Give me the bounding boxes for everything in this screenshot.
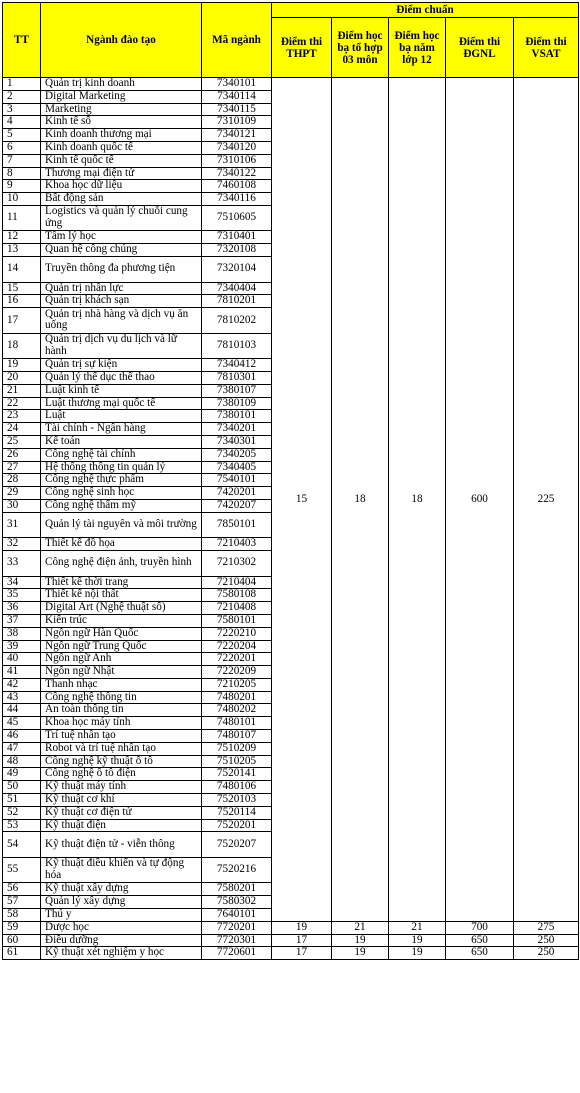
major-name: Công nghệ ô tô điện: [41, 768, 202, 781]
score-hocba-12: 19: [389, 934, 446, 947]
major-code: 7220204: [202, 640, 272, 653]
major-name: Công nghệ điện ảnh, truyền hình: [41, 551, 202, 577]
major-code: 7380101: [202, 410, 272, 423]
row-number: 36: [3, 602, 41, 615]
header-tt: TT: [3, 3, 41, 78]
major-name: Quản trị dịch vụ du lịch và lữ hành: [41, 333, 202, 359]
row-number: 23: [3, 410, 41, 423]
table-body: [3, 78, 579, 960]
score-dgnl: 650: [446, 947, 514, 960]
major-code: 7340116: [202, 193, 272, 206]
major-name: Quản lý xây dựng: [41, 896, 202, 909]
row-number: 37: [3, 614, 41, 627]
major-name: Công nghệ tài chính: [41, 448, 202, 461]
major-code: 7480106: [202, 781, 272, 794]
major-code: 7510205: [202, 755, 272, 768]
score-thpt: 17: [272, 934, 332, 947]
row-number: 34: [3, 576, 41, 589]
major-name: Luật: [41, 410, 202, 423]
major-name: Công nghệ thực phẩm: [41, 474, 202, 487]
major-name: Công nghệ thẩm mỹ: [41, 499, 202, 512]
row-number: 26: [3, 448, 41, 461]
major-code: 7340205: [202, 448, 272, 461]
major-name: An toàn thông tin: [41, 704, 202, 717]
major-code: 7520141: [202, 768, 272, 781]
row-number: 51: [3, 794, 41, 807]
major-code: 7810201: [202, 295, 272, 308]
major-name: Quản trị khách sạn: [41, 295, 202, 308]
row-number: 27: [3, 461, 41, 474]
major-name: Trí tuệ nhân tạo: [41, 730, 202, 743]
major-code: 7720201: [202, 921, 272, 934]
major-code: 7340101: [202, 78, 272, 91]
major-name: Thương mại điện tử: [41, 167, 202, 180]
major-name: Marketing: [41, 103, 202, 116]
row-number: 35: [3, 589, 41, 602]
major-code: 7480201: [202, 691, 272, 704]
major-code: 7520114: [202, 806, 272, 819]
major-name: Quản trị nhà hàng và dịch vụ ăn uống: [41, 308, 202, 334]
major-code: 7810202: [202, 308, 272, 334]
row-number: 53: [3, 819, 41, 832]
major-code: 7310109: [202, 116, 272, 129]
score-hocba-12-shared: 18: [389, 78, 446, 922]
row-number: 9: [3, 180, 41, 193]
major-code: 7340301: [202, 435, 272, 448]
row-number: 30: [3, 499, 41, 512]
row-number: 55: [3, 857, 41, 883]
major-name: Kỹ thuật cơ điện tử: [41, 806, 202, 819]
row-number: 43: [3, 691, 41, 704]
row-number: 44: [3, 704, 41, 717]
row-number: 42: [3, 678, 41, 691]
row-number: 12: [3, 231, 41, 244]
major-code: 7480107: [202, 730, 272, 743]
major-code: 7480202: [202, 704, 272, 717]
header-score-group: Điểm chuẩn: [272, 3, 579, 18]
header-major: Ngành đào tạo: [41, 3, 202, 78]
major-code: 7340115: [202, 103, 272, 116]
major-name: Thiết kế đồ họa: [41, 538, 202, 551]
header-vsat: Điểm thi VSAT: [514, 18, 579, 78]
score-hocba-3: 19: [332, 947, 389, 960]
score-hocba-3: 21: [332, 921, 389, 934]
major-name: Digital Marketing: [41, 90, 202, 103]
major-code: 7340405: [202, 461, 272, 474]
score-dgnl: 650: [446, 934, 514, 947]
row-number: 19: [3, 359, 41, 372]
row-number: 57: [3, 896, 41, 909]
major-name: Quan hệ công chúng: [41, 244, 202, 257]
row-number: 28: [3, 474, 41, 487]
major-code: 7580108: [202, 589, 272, 602]
major-name: Quản trị nhân lực: [41, 282, 202, 295]
major-name: Kinh tế số: [41, 116, 202, 129]
major-code: 7340114: [202, 90, 272, 103]
major-name: Tâm lý học: [41, 231, 202, 244]
major-name: Quản lý thể dục thể thao: [41, 371, 202, 384]
row-number: 24: [3, 423, 41, 436]
score-thpt-shared: 15: [272, 78, 332, 922]
row-number: 39: [3, 640, 41, 653]
major-name: Điều dưỡng: [41, 934, 202, 947]
major-name: Kỹ thuật máy tính: [41, 781, 202, 794]
major-name: Thanh nhạc: [41, 678, 202, 691]
major-code: 7850101: [202, 512, 272, 538]
row-number: 16: [3, 295, 41, 308]
row-number: 6: [3, 141, 41, 154]
row-number: 1: [3, 78, 41, 91]
major-code: 7810301: [202, 371, 272, 384]
row-number: 17: [3, 308, 41, 334]
row-number: 40: [3, 653, 41, 666]
major-code: 7210403: [202, 538, 272, 551]
row-number: 22: [3, 397, 41, 410]
major-code: 7540101: [202, 474, 272, 487]
major-name: Ngôn ngữ Hàn Quốc: [41, 627, 202, 640]
row-number: 48: [3, 755, 41, 768]
major-name: Khoa học dữ liệu: [41, 180, 202, 193]
major-name: Robot và trí tuệ nhân tạo: [41, 742, 202, 755]
row-number: 21: [3, 384, 41, 397]
table-row: [3, 947, 579, 960]
row-number: 5: [3, 129, 41, 142]
row-number: 59: [3, 921, 41, 934]
major-name: Luật thương mại quốc tế: [41, 397, 202, 410]
major-code: 7720301: [202, 934, 272, 947]
header-hocba-12: Điểm học bạ năm lớp 12: [389, 18, 446, 78]
major-code: 7640101: [202, 909, 272, 922]
row-number: 61: [3, 947, 41, 960]
major-name: Thiết kế nội thất: [41, 589, 202, 602]
table-row: [3, 921, 579, 934]
major-name: Quản trị sự kiện: [41, 359, 202, 372]
major-name: Kỹ thuật xây dựng: [41, 883, 202, 896]
major-name: Kỹ thuật xét nghiệm y học: [41, 947, 202, 960]
major-name: Ngôn ngữ Nhật: [41, 666, 202, 679]
major-code: 7340122: [202, 167, 272, 180]
admission-score-table: [2, 2, 579, 960]
header-dgnl: Điểm thi ĐGNL: [446, 18, 514, 78]
row-number: 11: [3, 205, 41, 231]
row-number: 8: [3, 167, 41, 180]
major-name: Bất động sản: [41, 193, 202, 206]
row-number: 56: [3, 883, 41, 896]
row-number: 54: [3, 832, 41, 858]
header-code: Mã ngành: [202, 3, 272, 78]
row-number: 13: [3, 244, 41, 257]
major-name: Khoa học máy tính: [41, 717, 202, 730]
major-name: Kỹ thuật điện tử - viễn thông: [41, 832, 202, 858]
major-code: 7210302: [202, 551, 272, 577]
major-code: 7520103: [202, 794, 272, 807]
header-hocba-3: Điểm học bạ tổ hợp 03 môn: [332, 18, 389, 78]
major-code: 7220209: [202, 666, 272, 679]
score-dgnl-shared: 600: [446, 78, 514, 922]
major-code: 7340121: [202, 129, 272, 142]
major-code: 7340404: [202, 282, 272, 295]
major-code: 7580201: [202, 883, 272, 896]
major-code: 7220201: [202, 653, 272, 666]
row-number: 32: [3, 538, 41, 551]
score-hocba-3: 19: [332, 934, 389, 947]
row-number: 7: [3, 154, 41, 167]
major-code: 7210205: [202, 678, 272, 691]
score-thpt: 17: [272, 947, 332, 960]
major-name: Ngôn ngữ Anh: [41, 653, 202, 666]
major-code: 7210408: [202, 602, 272, 615]
major-name: Kỹ thuật điều khiển và tự động hóa: [41, 857, 202, 883]
score-vsat-shared: 225: [514, 78, 579, 922]
major-code: 7580101: [202, 614, 272, 627]
major-name: Luật kinh tế: [41, 384, 202, 397]
table-row: [3, 78, 579, 91]
score-hocba-12: 21: [389, 921, 446, 934]
score-hocba-3-shared: 18: [332, 78, 389, 922]
major-code: 7320104: [202, 257, 272, 283]
score-vsat: 275: [514, 921, 579, 934]
major-code: 7340120: [202, 141, 272, 154]
major-name: Công nghệ thông tin: [41, 691, 202, 704]
major-code: 7340412: [202, 359, 272, 372]
row-number: 2: [3, 90, 41, 103]
row-number: 47: [3, 742, 41, 755]
major-name: Kỹ thuật điện: [41, 819, 202, 832]
row-number: 29: [3, 487, 41, 500]
major-name: Dược học: [41, 921, 202, 934]
major-code: 7310401: [202, 231, 272, 244]
major-code: 7340201: [202, 423, 272, 436]
major-name: Hệ thống thông tin quản lý: [41, 461, 202, 474]
row-number: 60: [3, 934, 41, 947]
row-number: 45: [3, 717, 41, 730]
row-number: 38: [3, 627, 41, 640]
row-number: 49: [3, 768, 41, 781]
row-number: 25: [3, 435, 41, 448]
row-number: 3: [3, 103, 41, 116]
major-name: Ngôn ngữ Trung Quốc: [41, 640, 202, 653]
major-code: 7580302: [202, 896, 272, 909]
major-name: Kinh doanh quốc tế: [41, 141, 202, 154]
major-code: 7210404: [202, 576, 272, 589]
header-thpt: Điểm thi THPT: [272, 18, 332, 78]
major-code: 7380109: [202, 397, 272, 410]
score-vsat: 250: [514, 934, 579, 947]
row-number: 50: [3, 781, 41, 794]
major-code: 7520201: [202, 819, 272, 832]
major-code: 7520207: [202, 832, 272, 858]
major-code: 7510209: [202, 742, 272, 755]
major-name: Kinh tế quốc tế: [41, 154, 202, 167]
score-dgnl: 700: [446, 921, 514, 934]
major-name: Công nghệ sinh học: [41, 487, 202, 500]
major-code: 7510605: [202, 205, 272, 231]
major-name: Digital Art (Nghệ thuật số): [41, 602, 202, 615]
row-number: 46: [3, 730, 41, 743]
row-number: 58: [3, 909, 41, 922]
row-number: 41: [3, 666, 41, 679]
major-name: Quản lý tài nguyên và môi trường: [41, 512, 202, 538]
row-number: 20: [3, 371, 41, 384]
major-code: 7520216: [202, 857, 272, 883]
row-number: 52: [3, 806, 41, 819]
major-code: 7320108: [202, 244, 272, 257]
major-name: Logistics và quản lý chuỗi cung ứng: [41, 205, 202, 231]
row-number: 14: [3, 257, 41, 283]
major-name: Công nghệ kỹ thuật ô tô: [41, 755, 202, 768]
major-name: Quản trị kinh doanh: [41, 78, 202, 91]
major-name: Kiến trúc: [41, 614, 202, 627]
major-name: Tài chính - Ngân hàng: [41, 423, 202, 436]
row-number: 31: [3, 512, 41, 538]
major-name: Truyền thông đa phương tiện: [41, 257, 202, 283]
major-code: 7420201: [202, 487, 272, 500]
row-number: 15: [3, 282, 41, 295]
row-number: 18: [3, 333, 41, 359]
major-code: 7480101: [202, 717, 272, 730]
table-header: [3, 3, 579, 78]
major-code: 7420207: [202, 499, 272, 512]
major-code: 7310106: [202, 154, 272, 167]
major-code: 7220210: [202, 627, 272, 640]
score-hocba-12: 19: [389, 947, 446, 960]
score-vsat: 250: [514, 947, 579, 960]
row-number: 33: [3, 551, 41, 577]
major-name: Kỹ thuật cơ khí: [41, 794, 202, 807]
major-name: Kinh doanh thương mại: [41, 129, 202, 142]
major-code: 7720601: [202, 947, 272, 960]
major-code: 7380107: [202, 384, 272, 397]
major-code: 7810103: [202, 333, 272, 359]
major-name: Thiết kế thời trang: [41, 576, 202, 589]
row-number: 4: [3, 116, 41, 129]
score-thpt: 19: [272, 921, 332, 934]
major-code: 7460108: [202, 180, 272, 193]
table-row: [3, 934, 579, 947]
major-name: Kế toán: [41, 435, 202, 448]
row-number: 10: [3, 193, 41, 206]
major-name: Thú y: [41, 909, 202, 922]
